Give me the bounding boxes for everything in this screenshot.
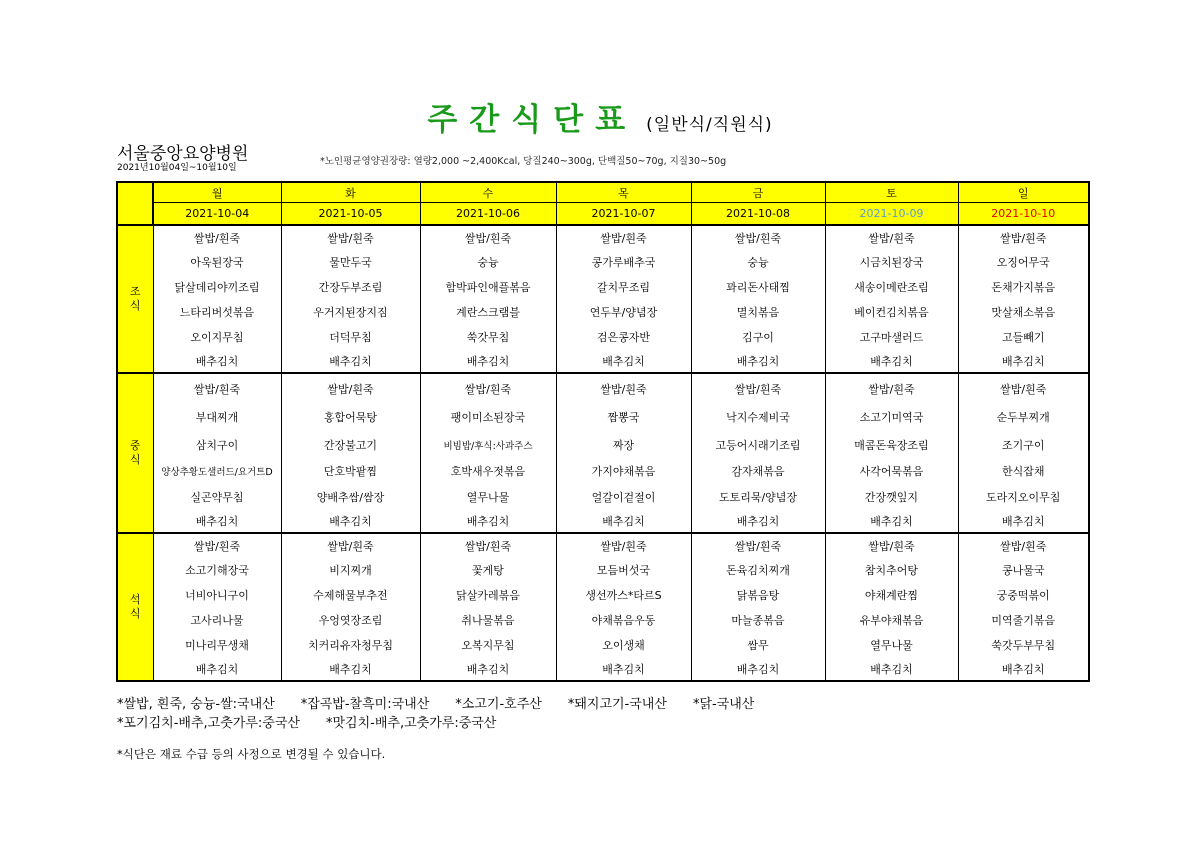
menu-item: 맛살채소볶음	[958, 299, 1089, 324]
menu-item: 쌀밥/흰죽	[958, 533, 1089, 557]
menu-item: 얼갈이겉절이	[556, 484, 691, 510]
menu-item: 야채계란찜	[825, 582, 958, 607]
menu-item: 한식잡채	[958, 458, 1089, 484]
menu-item: 수제해물부추전	[281, 582, 420, 607]
menu-item: 배추김치	[691, 349, 825, 373]
menu-item: 새송이메란조림	[825, 274, 958, 299]
menu-item: 배추김치	[420, 510, 556, 533]
menu-item: 갈치무조림	[556, 274, 691, 299]
menu-row	[117, 557, 1089, 582]
menu-item: 간장두부조림	[281, 274, 420, 299]
menu-item: 쑥갓무침	[420, 324, 556, 349]
menu-item: 오징어무국	[958, 249, 1089, 274]
meal-label-char: 식	[129, 453, 141, 466]
menu-item: 야채볶음우동	[556, 607, 691, 632]
menu-row	[117, 274, 1089, 299]
title-sub: (일반식/직원식)	[646, 115, 773, 135]
menu-item: 쌀밥/흰죽	[556, 225, 691, 249]
menu-item: 돈육김치찌개	[691, 557, 825, 582]
menu-item: 배추김치	[825, 510, 958, 533]
menu-item: 느타리버섯볶음	[153, 299, 281, 324]
menu-item: 쌀밥/흰죽	[420, 533, 556, 557]
menu-row	[117, 299, 1089, 324]
menu-item: 취나물볶음	[420, 607, 556, 632]
menu-item: 유부야채볶음	[825, 607, 958, 632]
menu-item: 쌀밥/흰죽	[691, 225, 825, 249]
menu-item: 쌀밥/흰죽	[281, 373, 420, 403]
menu-item: 짬뽕국	[556, 403, 691, 431]
menu-item: 짜장	[556, 431, 691, 458]
date-header: 2021-10-04	[153, 203, 281, 226]
menu-item: 닭살데리야끼조림	[153, 274, 281, 299]
menu-item: 홍합어묵탕	[281, 403, 420, 431]
menu-item: 낙지수제비국	[691, 403, 825, 431]
menu-row	[117, 324, 1089, 349]
menu-item: 쌀밥/흰죽	[691, 533, 825, 557]
menu-item: 배추김치	[281, 510, 420, 533]
menu-item: 오이생채	[556, 632, 691, 657]
menu-item: 쌀밥/흰죽	[153, 373, 281, 403]
menu-row	[117, 458, 1089, 484]
menu-period: 2021년10월04일~10월10일	[117, 163, 237, 173]
menu-row	[117, 632, 1089, 657]
menu-item: 계란스크램블	[420, 299, 556, 324]
date-header: 2021-10-07	[556, 203, 691, 226]
title-main: 주간식단표	[427, 102, 638, 138]
meal-label	[117, 373, 153, 533]
menu-item: 고구마샐러드	[825, 324, 958, 349]
menu-item: 콩가루배추국	[556, 249, 691, 274]
menu-item: 쌀밥/흰죽	[281, 533, 420, 557]
menu-item: 마늘종볶음	[691, 607, 825, 632]
origin-note: *맛김치-배추,고춧가루:중국산	[325, 716, 497, 731]
menu-item: 배추김치	[153, 657, 281, 681]
day-header-row	[117, 182, 1089, 203]
menu-row	[117, 607, 1089, 632]
menu-item: 연두부/양념장	[556, 299, 691, 324]
menu-item: 고들빼기	[958, 324, 1089, 349]
menu-row	[117, 349, 1089, 373]
menu-item: 고사리나물	[153, 607, 281, 632]
menu-item: 배추김치	[420, 349, 556, 373]
menu-item: 숭늉	[420, 249, 556, 274]
menu-item: 더덕무침	[281, 324, 420, 349]
menu-item: 가지야채볶음	[556, 458, 691, 484]
menu-row	[117, 373, 1089, 403]
menu-item: 순두부찌개	[958, 403, 1089, 431]
origin-notes-line-1	[117, 695, 780, 714]
menu-item: 너비아니구이	[153, 582, 281, 607]
menu-item: 배추김치	[825, 657, 958, 681]
page-title	[0, 94, 1200, 139]
menu-item: 삼치구이	[153, 431, 281, 458]
menu-item: 닭볶음탕	[691, 582, 825, 607]
menu-item: 우거지된장지짐	[281, 299, 420, 324]
date-header: 2021-10-05	[281, 203, 420, 226]
menu-item: 쌈무	[691, 632, 825, 657]
meal-label	[117, 533, 153, 681]
menu-item: 시금치된장국	[825, 249, 958, 274]
menu-row	[117, 225, 1089, 249]
table-corner	[117, 182, 153, 225]
menu-item: 치커리유자청무침	[281, 632, 420, 657]
menu-item: 검은콩자반	[556, 324, 691, 349]
date-header: 2021-10-08	[691, 203, 825, 226]
menu-item: 함박파인애플볶음	[420, 274, 556, 299]
date-header: 2021-10-09	[825, 203, 958, 226]
origin-note: *잡곡밥-찰흑미:국내산	[300, 697, 430, 712]
date-header: 2021-10-10	[958, 203, 1089, 226]
menu-item: 쌀밥/흰죽	[420, 225, 556, 249]
menu-item: 모듬버섯국	[556, 557, 691, 582]
menu-item: 숭늉	[691, 249, 825, 274]
origin-note: *닭-국내산	[692, 697, 755, 712]
menu-item: 배추김치	[153, 510, 281, 533]
menu-item: 참치추어탕	[825, 557, 958, 582]
meal-label-char: 중	[129, 439, 141, 452]
menu-item: 생선까스*타르S	[556, 582, 691, 607]
menu-item: 양배추쌈/쌈장	[281, 484, 420, 510]
menu-item: 오복지무침	[420, 632, 556, 657]
menu-item: 쌀밥/흰죽	[153, 533, 281, 557]
menu-item: 오이지무침	[153, 324, 281, 349]
menu-item: 쌀밥/흰죽	[825, 225, 958, 249]
meal-label	[117, 225, 153, 373]
menu-item: 쌀밥/흰죽	[556, 533, 691, 557]
menu-item: 소고기미역국	[825, 403, 958, 431]
menu-item: 돈채가지볶음	[958, 274, 1089, 299]
menu-row	[117, 510, 1089, 533]
menu-item: 김구이	[691, 324, 825, 349]
menu-row	[117, 403, 1089, 431]
weekly-menu-table	[116, 181, 1090, 682]
meal-label-char: 식	[129, 607, 141, 620]
menu-item: 닭살카레볶음	[420, 582, 556, 607]
day-header: 월	[153, 182, 281, 203]
menu-item: 매콤돈육장조림	[825, 431, 958, 458]
menu-item: 쌀밥/흰죽	[958, 373, 1089, 403]
origin-notes	[117, 695, 780, 733]
menu-item: 배추김치	[153, 349, 281, 373]
menu-item: 콩나물국	[958, 557, 1089, 582]
meal-label-char: 식	[129, 299, 141, 312]
menu-item: 배추김치	[556, 510, 691, 533]
menu-item: 베이컨김치볶음	[825, 299, 958, 324]
day-header: 금	[691, 182, 825, 203]
date-header: 2021-10-06	[420, 203, 556, 226]
menu-item: 도라지오이무침	[958, 484, 1089, 510]
menu-item: 쌀밥/흰죽	[691, 373, 825, 403]
menu-item: 쌀밥/흰죽	[556, 373, 691, 403]
menu-item: 배추김치	[825, 349, 958, 373]
origin-note: *돼지고기-국내산	[567, 697, 667, 712]
menu-item: 배추김치	[691, 510, 825, 533]
menu-item: 양상추황도샐러드/요거트D	[153, 458, 281, 484]
meal-label-char: 조	[129, 285, 141, 298]
menu-item: 멸치볶음	[691, 299, 825, 324]
menu-item: 쌀밥/흰죽	[420, 373, 556, 403]
menu-item: 쌀밥/흰죽	[281, 225, 420, 249]
nutrition-note: *노인평균영양권장량: 열량2,000 ~2,400Kcal, 당질240~300g, 단백질50~70g, 지질30~50g	[320, 156, 727, 167]
menu-item: 간장불고기	[281, 431, 420, 458]
date-header-row	[117, 203, 1089, 226]
origin-notes-line-2	[117, 714, 780, 733]
menu-row	[117, 657, 1089, 681]
menu-item: 미나리무생채	[153, 632, 281, 657]
menu-item: 꽃게탕	[420, 557, 556, 582]
menu-item: 아욱된장국	[153, 249, 281, 274]
menu-item: 궁중떡볶이	[958, 582, 1089, 607]
menu-item: 배추김치	[556, 657, 691, 681]
menu-item: 열무나물	[420, 484, 556, 510]
menu-row	[117, 484, 1089, 510]
menu-item: 배추김치	[556, 349, 691, 373]
menu-item: 물만두국	[281, 249, 420, 274]
menu-item: 꽈리돈사태찜	[691, 274, 825, 299]
meal-label-char: 석	[129, 593, 141, 606]
menu-item: 조기구이	[958, 431, 1089, 458]
menu-item: 비빔밥/후식:사과주스	[420, 431, 556, 458]
menu-item: 팽이미소된장국	[420, 403, 556, 431]
menu-item: 단호박팥찜	[281, 458, 420, 484]
menu-item: 배추김치	[281, 657, 420, 681]
change-notice: *식단은 재료 수급 등의 사정으로 변경될 수 있습니다.	[117, 747, 386, 761]
menu-item: 고등어시래기조림	[691, 431, 825, 458]
menu-item: 간장깻잎지	[825, 484, 958, 510]
menu-item: 쌀밥/흰죽	[825, 373, 958, 403]
menu-item: 쑥갓두부무침	[958, 632, 1089, 657]
menu-item: 감자채볶음	[691, 458, 825, 484]
menu-item: 배추김치	[691, 657, 825, 681]
menu-row	[117, 533, 1089, 557]
menu-item: 호박새우젓볶음	[420, 458, 556, 484]
menu-row	[117, 249, 1089, 274]
menu-item: 배추김치	[420, 657, 556, 681]
day-header: 목	[556, 182, 691, 203]
origin-note: *포기김치-배추,고춧가루:중국산	[117, 716, 300, 731]
menu-item: 우엉엿장조림	[281, 607, 420, 632]
menu-item: 부대찌개	[153, 403, 281, 431]
origin-note: *소고기-호주산	[455, 697, 542, 712]
menu-item: 도토리묵/양념장	[691, 484, 825, 510]
menu-item: 쌀밥/흰죽	[153, 225, 281, 249]
menu-item: 배추김치	[958, 510, 1089, 533]
menu-item: 사각어묵볶음	[825, 458, 958, 484]
menu-item: 배추김치	[281, 349, 420, 373]
day-header: 화	[281, 182, 420, 203]
menu-row	[117, 431, 1089, 458]
menu-item: 미역줄기볶음	[958, 607, 1089, 632]
menu-row	[117, 582, 1089, 607]
menu-item: 배추김치	[958, 657, 1089, 681]
origin-note: *쌀밥, 흰죽, 숭늉-쌀:국내산	[117, 697, 275, 712]
day-header: 토	[825, 182, 958, 203]
hospital-name: 서울중앙요양병원	[117, 144, 249, 164]
day-header: 일	[958, 182, 1089, 203]
menu-item: 쌀밥/흰죽	[958, 225, 1089, 249]
menu-item: 열무나물	[825, 632, 958, 657]
menu-item: 실곤약무침	[153, 484, 281, 510]
menu-item: 쌀밥/흰죽	[825, 533, 958, 557]
menu-item: 배추김치	[958, 349, 1089, 373]
menu-item: 비지찌개	[281, 557, 420, 582]
day-header: 수	[420, 182, 556, 203]
menu-item: 소고기해장국	[153, 557, 281, 582]
